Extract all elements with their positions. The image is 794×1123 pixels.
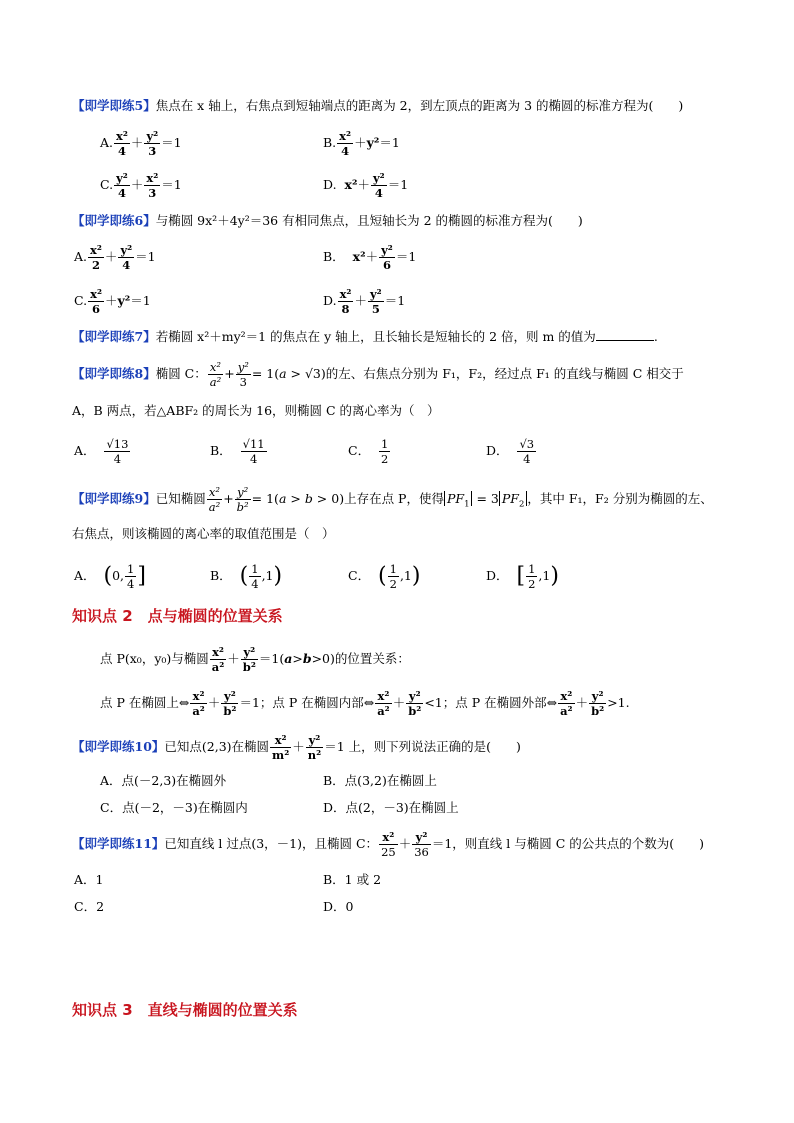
q6-option-c[interactable]: C. $\frac{\text{x²}}{6}$ ＋y²＝1 xyxy=(74,287,151,316)
q5-option-a[interactable]: A. $\frac{\text{x²}}{4}$ ＋ $\frac{\text{y²}}{3}$ ＝1 xyxy=(100,129,182,158)
q5-tag: 【即学即练5】 xyxy=(72,98,156,113)
q8-option-d[interactable]: D． $\frac{√3}{4}$ xyxy=(486,437,535,466)
q9-option-c[interactable]: C． ( $\frac{1}{2}$ ,1) xyxy=(348,562,421,591)
q5-text: 焦点在 x 轴上，右焦点到短轴端点的距离为 2，到左顶点的距离为 3 的椭圆的标准方程为( ) xyxy=(155,98,684,113)
q7-text: 若椭圆 x²＋my²＝1 的焦点在 y 轴上，且长轴长是短轴长的 2 倍，则 m 的值为 xyxy=(155,329,596,344)
q6-tag: 【即学即练6】 xyxy=(72,213,156,228)
q8-stem-line1: 【即学即练8】椭圆 C： $\frac{\text{x²}}{\text{a²}}$ + $\frac{\text{y²}}{3}$ = 1(a > √3)的左、右焦点分别为 F₁，F₂，经过点 F₁ 的直线与椭圆 C 相交于 xyxy=(72,360,684,389)
q10-option-b[interactable]: B．点(3,2)在椭圆上 xyxy=(323,773,437,788)
q9-tag: 【即学即练9】 xyxy=(72,491,156,506)
q9-stem-line2: 右焦点，则该椭圆的离心率的取值范围是（ ） xyxy=(72,526,335,541)
q6-text: 与椭圆 9x²＋4y²＝36 有相同焦点，且短轴长为 2 的椭圆的标准方程为( ) xyxy=(155,213,583,228)
q6-stem xyxy=(72,211,583,231)
q5-stem xyxy=(72,96,683,116)
q11-option-d[interactable]: D．0 xyxy=(323,899,354,914)
section-heading-kp2: 知识点 2 点与椭圆的位置关系 xyxy=(72,607,283,625)
q11-stem: 【即学即练11】已知直线 l 过点(3，－1)，且椭圆 C： $\frac{\text{x²}}{25}$ ＋ $\frac{\text{y²}}{36}$ ＝1，则直线 l 与椭圆 C 的公共点的个数为( ) xyxy=(72,830,705,859)
q11-option-b[interactable]: B．1 或 2 xyxy=(323,872,382,887)
q6-option-a[interactable]: A. $\frac{\text{x²}}{2}$ ＋ $\frac{\text{y²}}{4}$ ＝1 xyxy=(74,243,156,272)
kp2-line1: 点 P(x₀，y₀)与椭圆 $\frac{\text{x²}}{\text{a²}}$ ＋ $\frac{\text{y²}}{\text{b²}}$ ＝1(a>b>0)的位置关系： xyxy=(100,645,410,674)
section-heading-kp3: 知识点 3 直线与椭圆的位置关系 xyxy=(72,1001,298,1019)
q10-stem: 【即学即练10】已知点(2,3)在椭圆 $\frac{\text{x²}}{\text{m²}}$ ＋ $\frac{\text{y²}}{\text{n²}}$ ＝1 上，则下列说法正确的是( ) xyxy=(72,733,521,762)
q10-tag: 【即学即练10】 xyxy=(72,739,165,754)
q6-option-d[interactable]: D. $\frac{\text{x²}}{8}$ ＋ $\frac{\text{y²}}{5}$ ＝1 xyxy=(323,287,406,316)
q5-option-c[interactable]: C. $\frac{\text{y²}}{4}$ ＋ $\frac{\text{x²}}{3}$ ＝1 xyxy=(100,171,182,200)
q9-stem-line1: 【即学即练9】已知椭圆 $\frac{\text{x²}}{\text{a²}}$ + $\frac{\text{y²}}{\text{b²}}$ = 1(a > b > 0)上存在点 P，使得 $PF_1 = 3$ $PF_2$ ，其中 F₁，F₂ 分别为椭圆的左、 xyxy=(72,485,713,514)
q10-option-c[interactable]: C．点(－2，－3)在椭圆内 xyxy=(100,800,248,815)
q9-option-b[interactable]: B． ( $\frac{1}{4}$ ,1) xyxy=(210,562,283,591)
q8-option-a[interactable]: A． $\frac{√13}{4}$ xyxy=(74,437,129,466)
q7-stem: 【即学即练7】若椭圆 x²＋my²＝1 的焦点在 y 轴上，且长轴长是短轴长的 2 倍，则 m 的值为 . xyxy=(72,329,658,344)
q10-option-a[interactable]: A．点(－2,3)在椭圆外 xyxy=(100,773,227,788)
q8-option-b[interactable]: B． $\frac{√11}{4}$ xyxy=(210,437,265,466)
q9-option-d[interactable]: D． [ $\frac{1}{2}$ ,1) xyxy=(486,562,559,591)
q10-option-d[interactable]: D．点(2，－3)在椭圆上 xyxy=(323,800,459,815)
q8-option-c[interactable]: C． $\frac{1}{2}$ xyxy=(348,437,389,466)
q6-option-b[interactable]: B． x²＋ $\frac{\text{y²}}{6}$ ＝1 xyxy=(323,243,417,272)
q11-tag: 【即学即练11】 xyxy=(72,836,165,851)
q7-answer-blank[interactable] xyxy=(596,328,654,341)
q11-option-a[interactable]: A．1 xyxy=(74,872,104,887)
kp2-line2: 点 P 在椭圆上⇔ $\frac{\text{x²}}{\text{a²}}$ ＋ $\frac{\text{y²}}{\text{b²}}$ ＝1；点 P 在椭圆内部⇔ $\frac{\text{x²}}{\text{a²}}$ ＋ $\frac{\text{y²}}{\text{b²}}$ <1；点 P 在椭圆外部⇔ $\frac{\text{x²}}{\text{a²}}$ ＋ $\frac{\text{y²}}{\text{b²}}$ >1. xyxy=(100,689,630,718)
q5-option-d[interactable]: D. x²＋ $\frac{\text{y²}}{4}$ ＝1 xyxy=(323,171,409,200)
q8-stem-line2: A，B 两点，若△ABF₂ 的周长为 16，则椭圆 C 的离心率为（ ） xyxy=(72,403,440,418)
q7-tag: 【即学即练7】 xyxy=(72,329,156,344)
q8-tag: 【即学即练8】 xyxy=(72,366,156,381)
q9-option-a[interactable]: A． (0, $\frac{1}{4}$ ] xyxy=(74,562,146,591)
q5-option-b[interactable]: B. $\frac{\text{x²}}{4}$ ＋y²＝1 xyxy=(323,129,400,158)
q11-option-c[interactable]: C．2 xyxy=(74,899,105,914)
